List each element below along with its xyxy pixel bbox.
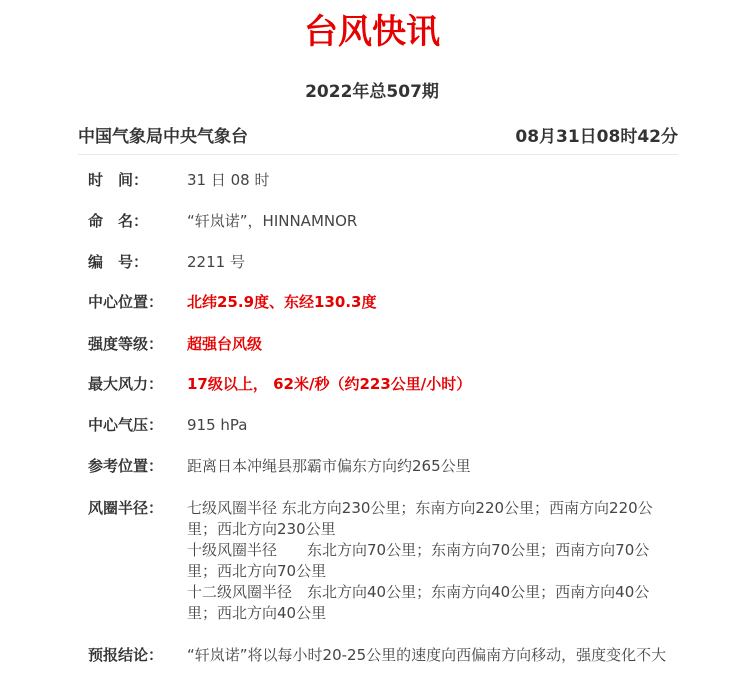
value-forecast: “轩岚诺”将以每小时20-25公里的速度向西偏南方向移动，强度变化不大 <box>187 646 667 664</box>
header-row <box>78 124 678 155</box>
value-max-wind: 17级以上， 62米/秒（约223公里/小时） <box>187 375 472 393</box>
value-reference: 距离日本冲绳县那霸市偏东方向约265公里 <box>187 457 471 475</box>
label-radius: 风圈半径： <box>88 499 164 517</box>
value-number: 2211 号 <box>187 253 245 271</box>
label-name: 命 名： <box>88 212 149 230</box>
page-title: 台风快讯 <box>304 12 440 52</box>
label-max-wind: 最大风力： <box>88 375 164 393</box>
agency-name: 中国气象局中央气象台 <box>78 127 248 147</box>
radius-line-12: 十二级风圈半径 东北方向40公里；东南方向40公里；西南方向40公里；西北方向40公里 <box>187 583 650 622</box>
value-radius <box>187 498 667 624</box>
label-intensity: 强度等级： <box>88 335 164 353</box>
label-reference: 参考位置： <box>88 457 164 475</box>
value-pressure: 915 hPa <box>187 416 248 434</box>
label-center: 中心位置： <box>88 293 164 311</box>
value-name: “轩岚诺”，HINNAMNOR <box>187 212 358 230</box>
label-pressure: 中心气压： <box>88 416 164 434</box>
radius-line-7: 七级风圈半径 东北方向230公里；东南方向220公里；西南方向220公里；西北方向230公里 <box>187 499 653 538</box>
issue-number: 2022年总507期 <box>305 82 439 102</box>
value-center: 北纬25.9度、东经130.3度 <box>187 293 377 311</box>
value-time: 31 日 08 时 <box>187 171 270 189</box>
value-intensity: 超强台风级 <box>187 335 263 353</box>
label-time: 时 间： <box>88 171 149 189</box>
label-forecast: 预报结论： <box>88 646 164 664</box>
label-number: 编 号： <box>88 253 149 271</box>
radius-line-10: 十级风圈半径 东北方向70公里；东南方向70公里；西南方向70公里；西北方向70公里 <box>187 541 650 580</box>
publish-datetime: 08月31日08时42分 <box>515 127 678 147</box>
